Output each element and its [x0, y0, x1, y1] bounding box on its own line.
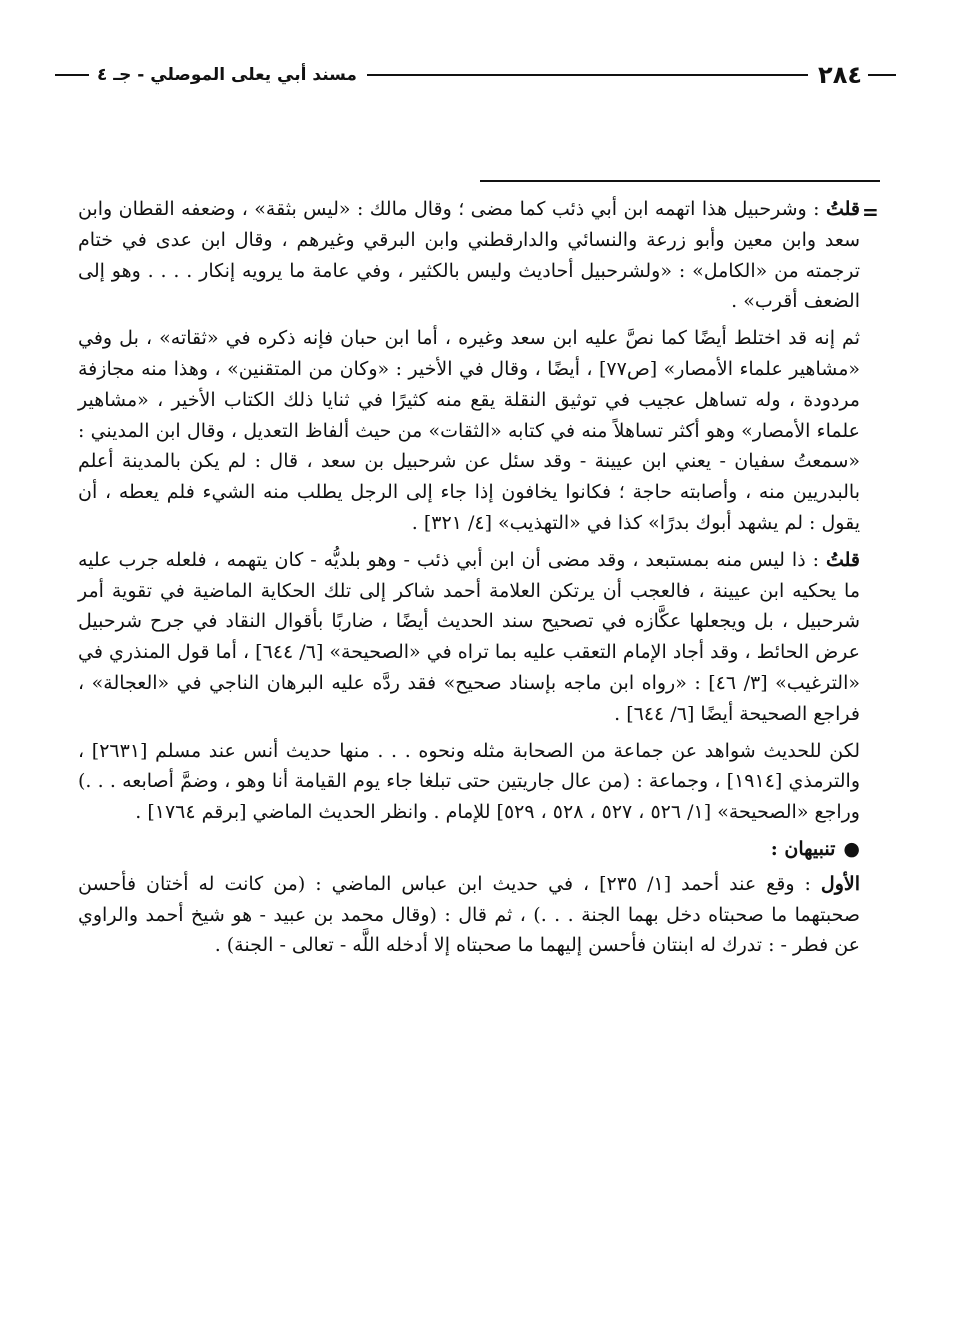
paragraph-lead: الأول — [820, 872, 860, 895]
section-heading — [78, 834, 860, 865]
paragraph-lead: قلتُ — [825, 548, 860, 571]
header-dash — [868, 74, 896, 76]
header-tail-dash — [55, 74, 89, 76]
footnote-body — [78, 194, 860, 961]
paragraph — [78, 736, 860, 828]
bullet-icon: ● — [843, 837, 860, 860]
paragraph-lead: قلتُ — [825, 198, 860, 220]
paragraph-text: لكن للحديث شواهد عن جماعة من الصحابة مثله ونحوه . . . منها حديث أنس عند مسلم [٢٦٣١] ، والترمذي [١٩١٤] ، وجماعة : (من عال جاريتين حتى تبلغا جاء يوم القيامة أنا وهو ، وضمَّ أصابعه . . .) وراجع «الصحيحة» [١/ ٥٢٦ ، ٥٢٧ ، ٥٢٨ ، ٥٢٩] للإمام . وانظر الحديث الماضي [برقم ١٧٦٤] . — [78, 739, 860, 824]
continuation-mark: = — [862, 200, 879, 224]
running-header — [55, 58, 902, 92]
paragraph — [78, 545, 860, 730]
paragraph-text: : ذا ليس منه بمستبعد ، وقد مضى أن ابن أبي ذئب - وهو بلديُّه - كان يتهمه ، فلعله جرب عليه ما يحكيه ابن عيينة ، فالعجب أن يرتكن العلامة أحمد شاكر إلى تلك الحكاية الماضية في تقوية أمر شرحبيل ، بل ويجعلها عكَّازه في تصحيح سند الحديث أيضًا ، ضاربًا بأقوال النقاد في جرح شرحبيل عرض الحائط ، وقد أجاد الإمام التعقب عليه بما تراه في «الصحيحة» [٦/ ٦٤٤] ، أما قول المنذري في «الترغيب» [٣/ ٤٦] : «رواه ابن ماجه بإسناد صحيح» فقد ردَّه عليه البرهان الناجي في «العجالة» ، فراجع الصحيحة أيضًا [٦/ ٦٤٤] . — [78, 548, 860, 725]
footnote-separator-rule — [480, 180, 880, 182]
book-title: مسند أبي يعلى الموصلي - جـ ٤ — [97, 65, 357, 85]
paragraph — [78, 869, 860, 961]
paragraph — [78, 323, 860, 539]
header-rule — [367, 74, 808, 76]
section-heading-text: تنبيهان : — [770, 837, 836, 860]
paragraph-text: : وقع عند أحمد [١/ ٢٣٥] ، في حديث ابن عباس الماضي : (من كانت له أختان فأحسن صحبتهما ما صحبتاه دخل بهما الجنة . . .) ، ثم قال : (وقال محمد بن عبيد - هو شيخ أحمد والراوي عن فطر - : تدرك له ابنتان فأحسن إليهما ما صحبتاه إلا أدخله اللَّه - تعالى - الجنة) . — [78, 872, 860, 957]
paragraph-text: ثم إنه قد اختلط أيضًا كما نصَّ عليه ابن سعد وغيره ، أما ابن حبان فإنه ذكره في «ثقاته» ، بل وفي «مشاهير علماء الأمصار» [ص٧٧] ، أيضًا ، وقال في الأخير : «وكان من المتقنين» ، وهذا منه مجازفة مردودة ، وله تساهل عجيب في توثيق النقلة يقع منه كثيرًا في ثنايا ذلك الكتاب الأخير ، «مشاهير علماء الأمصار» وهو أكثر تساهلاً منه في كتابه «الثقات» من حيث ألفاظ التعديل ، وقال ابن المديني : «سمعتُ سفيان - يعني ابن عيينة - وقد سئل عن شرحبيل بن سعد ، قال : لم يكن بالمدينة أعلم بالبدريين منه ، وأصابته حاجة ؛ فكانوا يخافون إذا جاء إلى الرجل يطلب منه الشيء فلم يعطه ، أن يقول : لم يشهد أبوك بدرًا» كذا في «التهذيب» [٤/ ٣٢١] . — [78, 327, 860, 534]
paragraph-text: : وشرحبيل هذا اتهمه ابن أبي ذئب كما مضى ؛ وقال مالك : «ليس بثقة» ، وضعفه القطان وابن سعد وابن معين وأبو زرعة والنسائي والدارقطني وابن البرقي وغيرهم ، وقال ابن عدى في ختام ترجمته من «الكامل» : «ولشرحبيل أحاديث وليس بالكثير ، وفي عامة ما يرويه إنكار . . . . وهو إلى الضعف أقرب» . — [78, 198, 860, 313]
page-number: ٢٨٤ — [818, 61, 862, 89]
paragraph — [78, 194, 860, 317]
